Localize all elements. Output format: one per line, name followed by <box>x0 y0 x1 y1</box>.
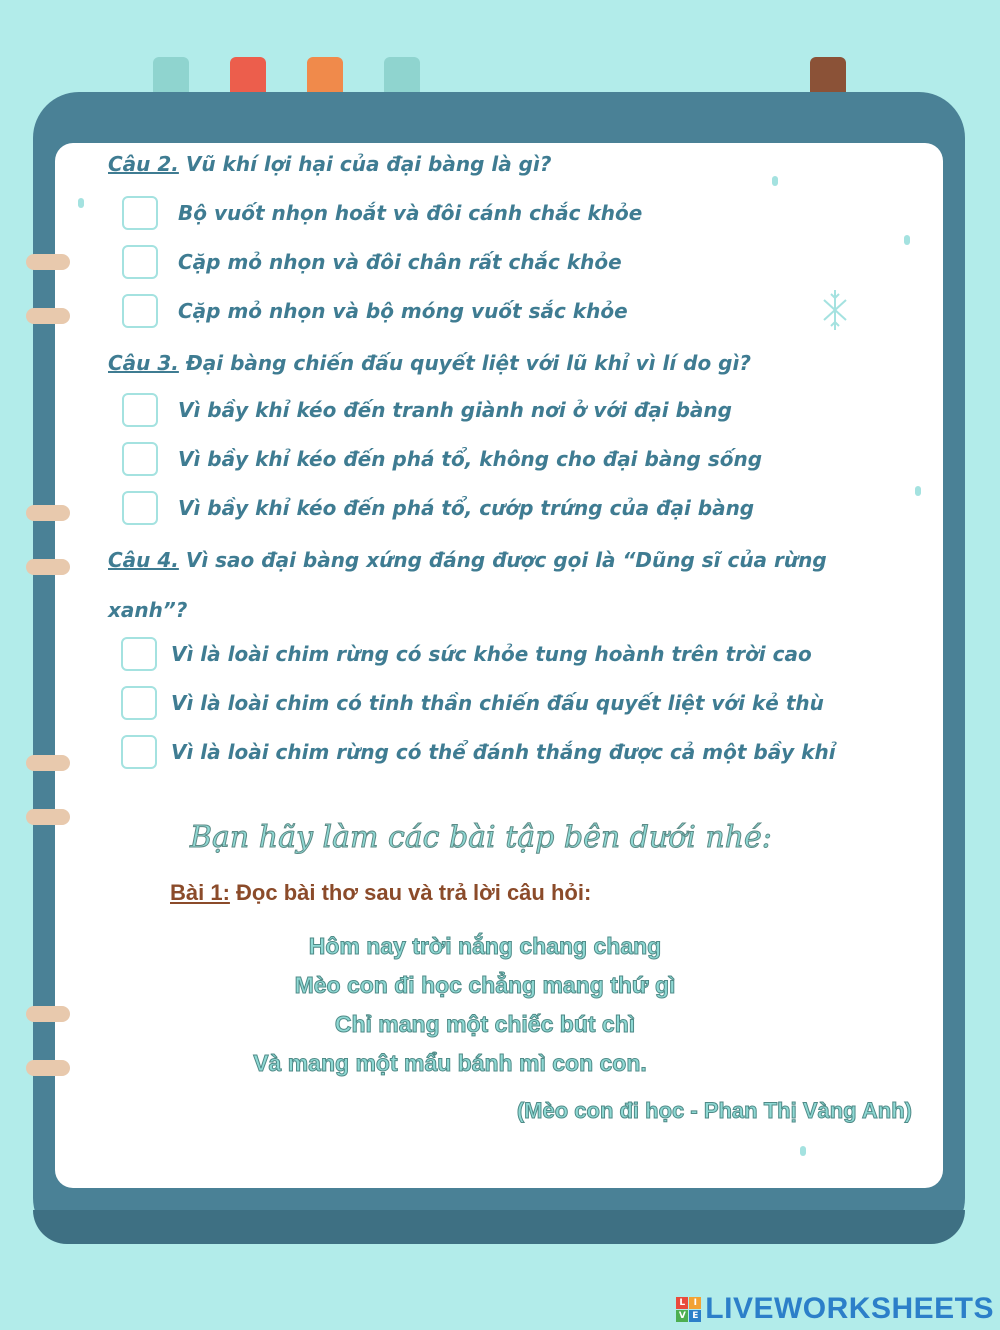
question-text: Đại bàng chiến đấu quyết liệt với lũ khỉ vì lí do gì? <box>178 351 751 375</box>
question-2-option-3 <box>122 294 628 328</box>
option-label: Vì bầy khỉ kéo đến phá tổ, không cho đại bàng sống <box>178 447 763 471</box>
logo-letter: L <box>676 1297 688 1309</box>
question-text: xanh”? <box>108 598 188 622</box>
answer-checkbox[interactable] <box>122 491 158 525</box>
question-2-option-1 <box>122 196 642 230</box>
question-text: Vũ khí lợi hại của đại bàng là gì? <box>178 152 552 176</box>
binder-ring <box>26 254 70 270</box>
answer-checkbox[interactable] <box>122 245 158 279</box>
binder-ring <box>26 755 70 771</box>
answer-checkbox[interactable] <box>121 637 157 671</box>
exercise-intro-heading: Bạn hãy làm các bài tập bên dưới nhé: <box>190 820 772 855</box>
question-3-title <box>108 351 751 375</box>
option-label: Vì là loài chim có tinh thần chiến đấu quyết liệt với kẻ thù <box>171 691 824 715</box>
question-number: Câu 4. <box>108 548 179 572</box>
option-label: Vì bầy khỉ kéo đến tranh giành nơi ở với đại bàng <box>178 398 732 422</box>
snowflake-icon <box>822 288 848 332</box>
poem-line: Và mang một mẩu bánh mì con con. <box>253 1050 647 1076</box>
question-3-option-2 <box>122 442 762 476</box>
answer-checkbox[interactable] <box>122 196 158 230</box>
brand-name: LIVEWORKSHEETS <box>705 1292 994 1325</box>
binder-ring <box>26 505 70 521</box>
liveworksheets-logo-icon <box>676 1297 701 1322</box>
question-number: Câu 2. <box>108 152 179 176</box>
binder-ring <box>26 809 70 825</box>
decorative-speck <box>904 235 910 245</box>
binder-ring <box>26 559 70 575</box>
question-4-option-3 <box>121 735 836 769</box>
exercise-label: Bài 1: <box>170 880 230 905</box>
answer-checkbox[interactable] <box>121 735 157 769</box>
notebook-binder-shadow <box>33 1210 965 1244</box>
question-text: Vì sao đại bàng xứng đáng được gọi là “Dũng sĩ của rừng <box>178 548 827 572</box>
question-4-option-1 <box>121 637 812 671</box>
question-number: Câu 3. <box>108 351 179 375</box>
question-3-option-3 <box>122 491 754 525</box>
answer-checkbox[interactable] <box>122 442 158 476</box>
option-label: Vì là loài chim rừng có thể đánh thắng được cả một bầy khỉ <box>171 740 836 764</box>
answer-checkbox[interactable] <box>122 294 158 328</box>
binder-ring <box>26 1006 70 1022</box>
exercise-title <box>170 880 591 906</box>
option-label: Vì bầy khỉ kéo đến phá tổ, cướp trứng của đại bàng <box>178 496 755 520</box>
logo-letter: I <box>689 1297 701 1309</box>
binder-ring <box>26 1060 70 1076</box>
option-label: Vì là loài chim rừng có sức khỏe tung hoành trên trời cao <box>171 642 812 666</box>
decorative-speck <box>78 198 84 208</box>
logo-letter: V <box>676 1310 688 1322</box>
liveworksheets-brand <box>676 1292 994 1326</box>
answer-checkbox[interactable] <box>122 393 158 427</box>
exercise-instruction: Đọc bài thơ sau và trả lời câu hỏi: <box>229 880 592 905</box>
option-label: Bộ vuốt nhọn hoắt và đôi cánh chắc khỏe <box>178 201 643 225</box>
question-3-option-1 <box>122 393 732 427</box>
option-label: Cặp mỏ nhọn và đôi chân rất chắc khỏe <box>178 250 622 274</box>
poem-line: Hôm nay trời nắng chang chang <box>308 933 662 959</box>
binder-ring <box>26 308 70 324</box>
option-label: Cặp mỏ nhọn và bộ móng vuốt sắc khỏe <box>178 299 628 323</box>
question-2-title <box>108 152 551 176</box>
decorative-speck <box>772 176 778 186</box>
question-4-option-2 <box>121 686 824 720</box>
answer-checkbox[interactable] <box>121 686 157 720</box>
question-4-title-continued <box>108 598 187 622</box>
poem-line: Mèo con đi học chẳng mang thứ gì <box>294 972 676 998</box>
decorative-speck <box>915 486 921 496</box>
poem-line: Chỉ mang một chiếc bút chì <box>334 1011 636 1037</box>
logo-letter: E <box>689 1310 701 1322</box>
question-4-title <box>108 548 827 572</box>
decorative-speck <box>800 1146 806 1156</box>
poem-credit: (Mèo con đi học - Phan Thị Vàng Anh) <box>516 1098 912 1123</box>
question-2-option-2 <box>122 245 622 279</box>
